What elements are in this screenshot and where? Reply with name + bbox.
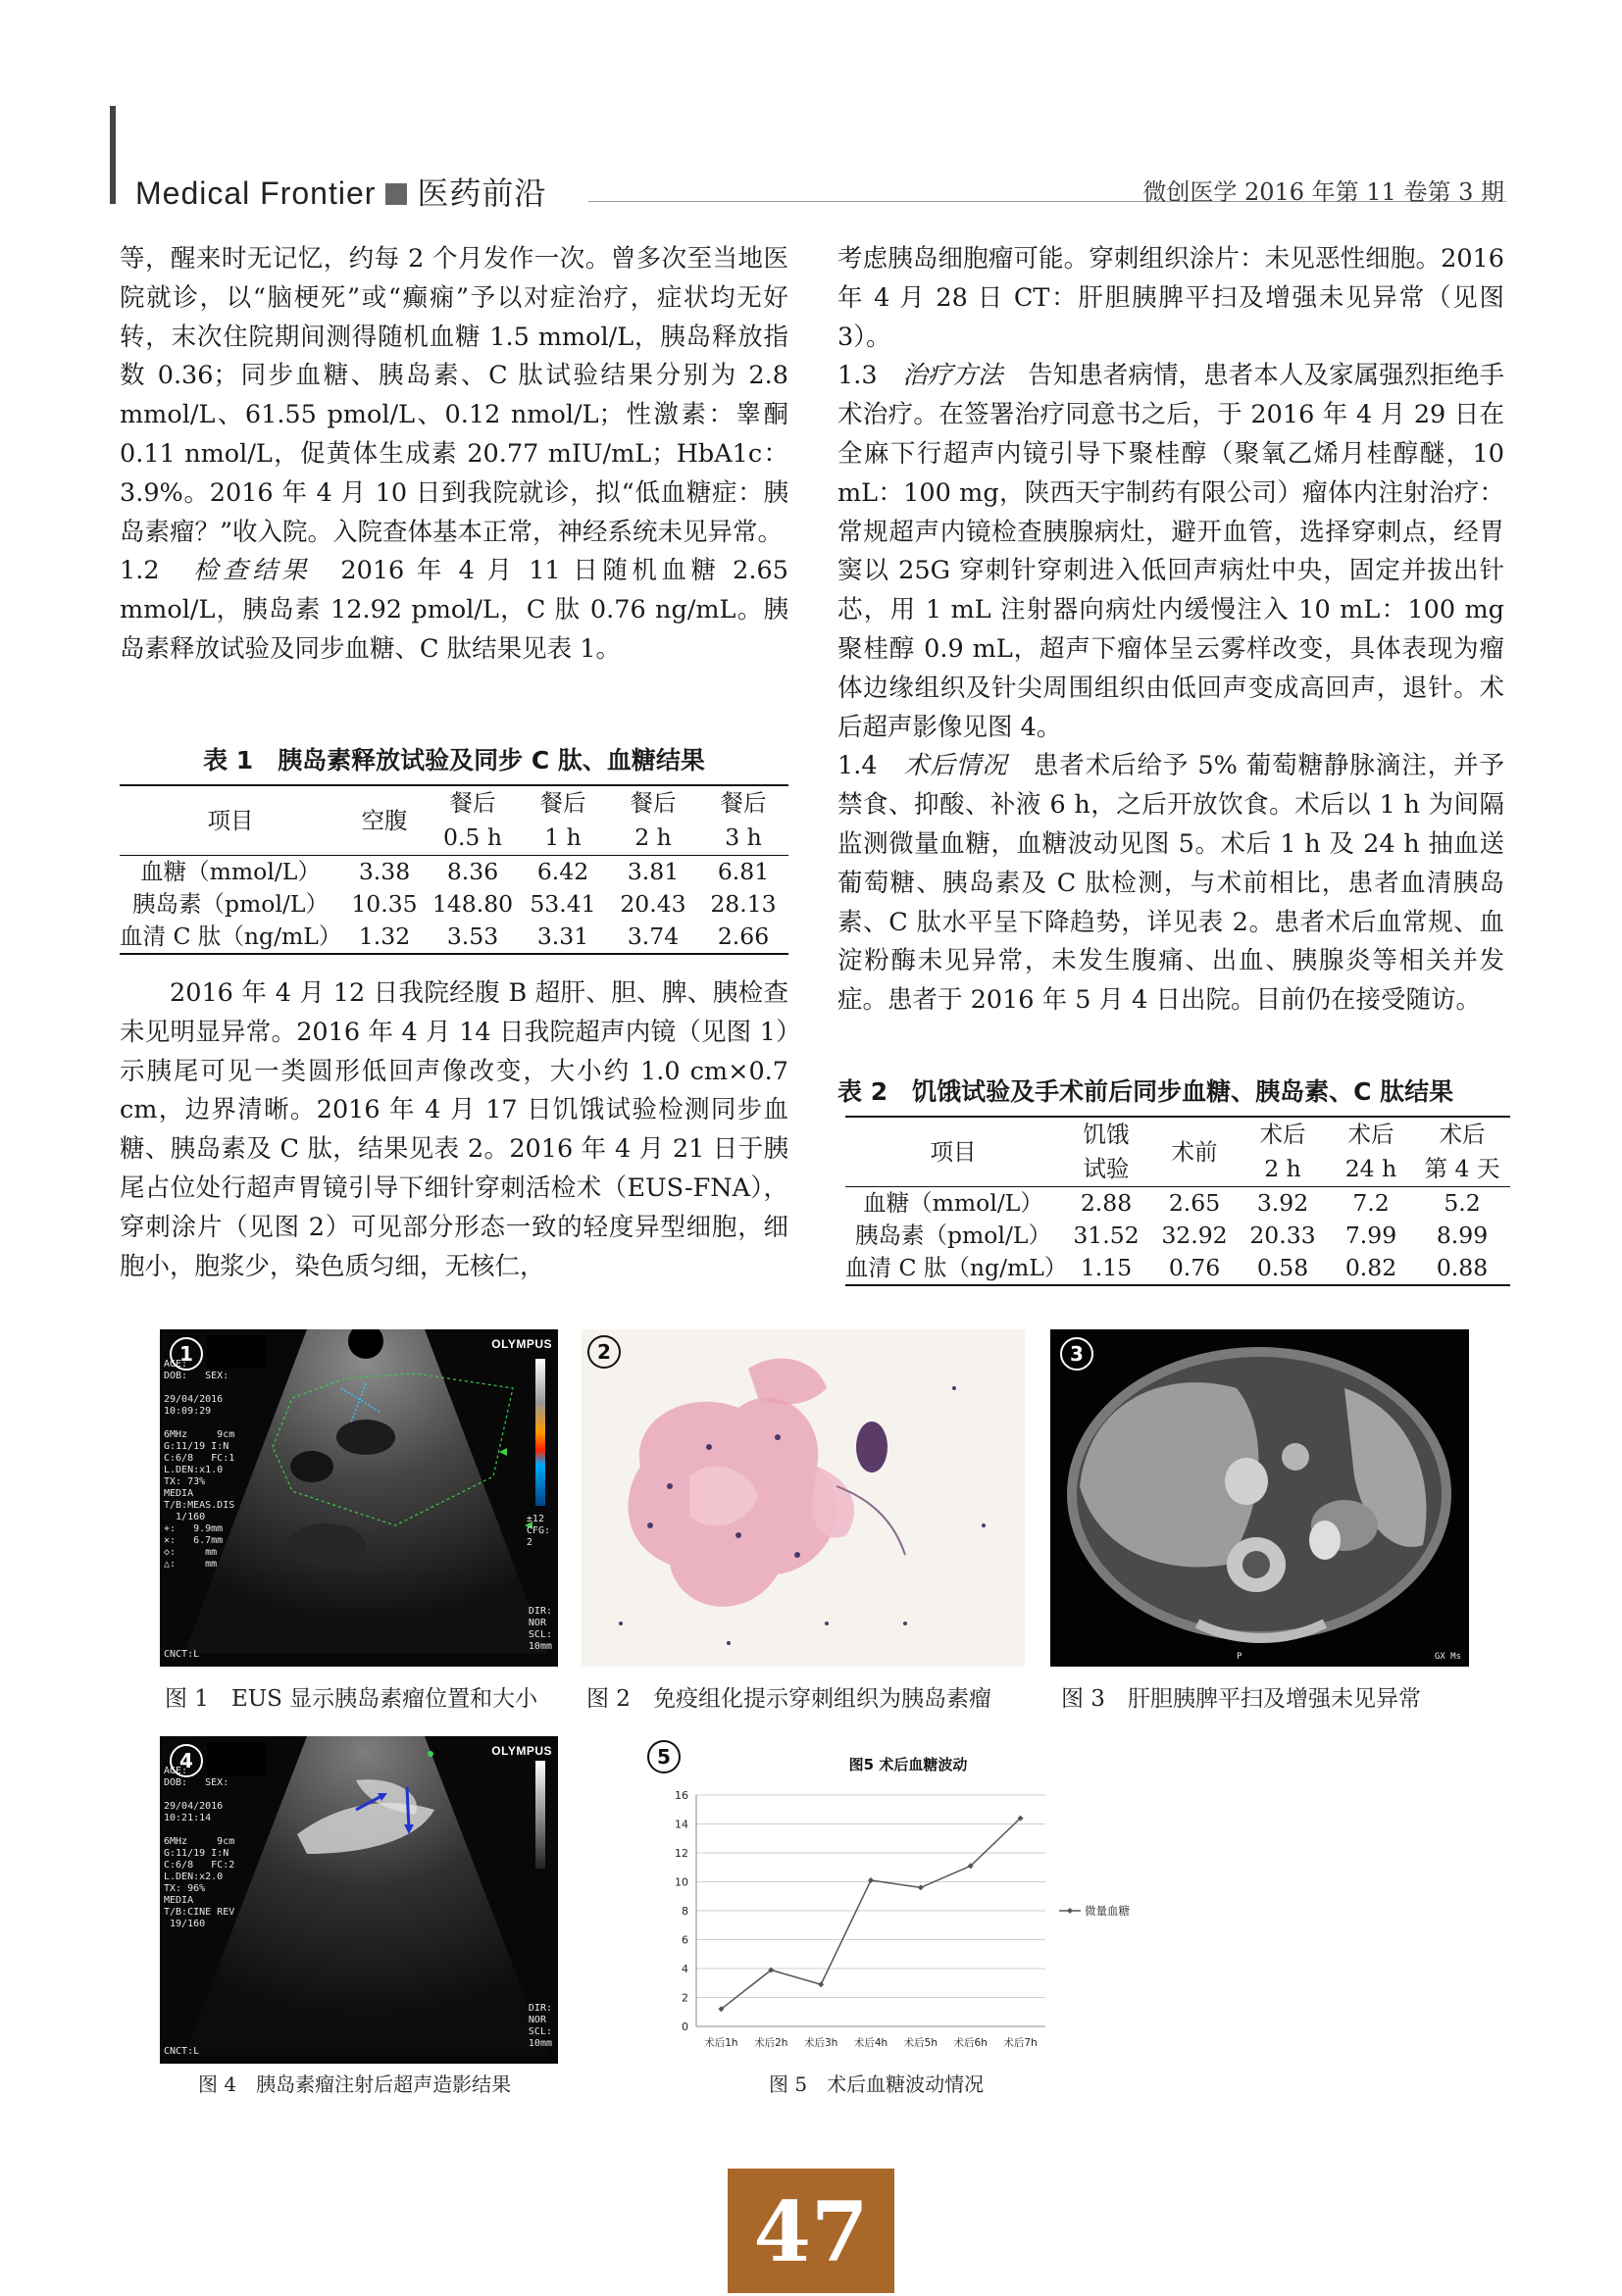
row-label: 血清 C 肽（ng/mL） <box>845 1252 1061 1285</box>
journal-title <box>135 169 546 214</box>
y-tick-label: 0 <box>682 2021 688 2033</box>
series-line <box>721 1819 1020 2010</box>
paragraph: 等，醒来时无记忆，约每 2 个月发作一次。曾多次至当地医院就诊，以“脑梗死”或“癫痫”予以对症治疗，症状均无好转，末次住院期间测得随机血糖 1.5 mmol/L，胰岛释放指数 0.36；同步血糖、胰岛素、C 肽试验结果分别为 2.8 mmol/L、61.55 pmol/L、0.12 nmol/L；性激素：睾酮 0.11 nmol/L，促黄体生成素 20.77 mIU/mL；HbA1c：3.9%。2016 年 4 月 10 日到我院就诊，拟“低血糖症：胰岛素瘤？”收入院。入院查体基本正常，神经系统未见异常。 <box>120 244 788 547</box>
figure-5-chart <box>643 1736 1153 2064</box>
legend-label: 微量血糖 <box>1085 1904 1130 1918</box>
th-hunger: 饥饿 <box>1061 1117 1151 1152</box>
th-col-sub: 第 4 天 <box>1414 1152 1510 1187</box>
y-tick-label: 8 <box>682 1905 688 1918</box>
th-col-sub: 2 h <box>1238 1152 1328 1187</box>
th-fasting: 空腹 <box>341 785 428 856</box>
section-title: 治疗方法 <box>902 361 1003 391</box>
row-label: 胰岛素（pmol/L） <box>131 890 329 918</box>
overlay-text: CNCT:L <box>164 1649 200 1660</box>
left-column-bottom <box>120 974 788 1286</box>
section-title: 术后情况 <box>903 751 1008 781</box>
corner-label: P <box>1237 1652 1242 1662</box>
overlay-text: DIR: NOR SCL: 10mm <box>528 2003 552 2049</box>
cell: 1.32 <box>341 921 428 954</box>
y-tick-label: 4 <box>682 1963 688 1975</box>
histology-image <box>582 1329 1025 1667</box>
cell: 2.65 <box>1168 1189 1221 1217</box>
overlay-text: ±12 CFG: 2 <box>526 1514 550 1548</box>
th-col-sub: 0.5 h <box>428 821 518 856</box>
figure-2-caption: 图 2 免疫组化提示穿刺组织为胰岛素瘤 <box>586 1686 991 1712</box>
cell: 2.66 <box>698 921 788 954</box>
cell: 28.13 <box>710 890 777 918</box>
section-text: 患者术后给予 5% 葡萄糖静脉滴注，并予禁食、抑酸、补液 6 h，之后开放饮食。术后以 1 h 为间隔监测微量血糖，血糖波动见图 5。术后 1 h 及 24 h 抽血送葡萄糖、胰岛素及 C 肽检测，与术前相比，患者血清胰岛素、C 肽水平呈下降趋势，详见表 2。患者术后血常规、血淀粉酶未见异常，未发生腹痛、出血、胰腺炎等相关并发症。患者于 2016 年 5 月 4 日出院。目前仍在接受随访。 <box>837 751 1504 1016</box>
table2 <box>845 1116 1510 1286</box>
cell: 0.82 <box>1328 1252 1414 1285</box>
y-tick-label: 12 <box>675 1847 688 1860</box>
figure-badge: 1 <box>170 1337 203 1371</box>
cell: 0.76 <box>1151 1252 1238 1285</box>
th-col-sub: 2 h <box>608 821 698 856</box>
cell: 31.52 <box>1073 1222 1140 1249</box>
chart-title: 图5 术后血糖波动 <box>848 1756 968 1773</box>
y-tick-label: 6 <box>682 1933 688 1947</box>
table-row <box>120 921 788 954</box>
cell: 7.99 <box>1344 1222 1397 1249</box>
x-tick-label: 术后1h <box>704 2037 738 2049</box>
cell: 8.99 <box>1436 1222 1489 1249</box>
y-tick-labels <box>675 1789 688 2033</box>
section-number: 1.2 <box>120 556 160 586</box>
figure-badge: 3 <box>1060 1337 1093 1371</box>
cell: 6.42 <box>536 858 589 885</box>
section-title: 检查结果 <box>193 556 312 586</box>
overlay-text: AGE: DOB: SEX: 29/04/2016 10:21:14 6MHz 9cm G:11/19 I:N C:6/8 FC:2 L.DEN:x2.0 TX: 96% MEDIA T/B:CINE REV 19/160 <box>164 1766 235 1929</box>
table2-caption: 表 2 饥饿试验及手术前后同步血糖、胰岛素、C 肽结果 <box>837 1077 1454 1106</box>
figure-1-caption: 图 1 EUS 显示胰岛素瘤位置和大小 <box>165 1686 538 1712</box>
figure-3-caption: 图 3 肝胆胰脾平扫及增强未见异常 <box>1061 1686 1421 1712</box>
x-tick-label: 术后7h <box>1003 2037 1038 2049</box>
th-item: 项目 <box>120 785 341 856</box>
ct-image <box>1050 1329 1469 1667</box>
glucose-line-chart <box>643 1736 1153 2064</box>
brand-label: OLYMPUS <box>491 1337 552 1351</box>
table-row <box>845 1220 1510 1252</box>
th-col: 餐后 <box>698 785 788 821</box>
journal-cn: 医药前沿 <box>417 175 547 211</box>
table-row <box>845 1252 1510 1285</box>
cell: 53.41 <box>530 890 596 918</box>
cell: 3.81 <box>627 858 680 885</box>
x-tick-label: 术后3h <box>803 2037 838 2049</box>
cell: 0.88 <box>1414 1252 1510 1285</box>
overlay-text: DIR: NOR SCL: 10mm <box>528 1606 552 1652</box>
section-1-2 <box>120 552 788 669</box>
x-tick-label: 术后2h <box>754 2037 788 2049</box>
cell: 6.81 <box>717 858 770 885</box>
data-point <box>818 1981 824 1987</box>
table1-caption: 表 1 胰岛素释放试验及同步 C 肽、血糖结果 <box>203 746 705 774</box>
section-number: 1.3 <box>837 361 878 391</box>
table-row <box>845 1187 1510 1221</box>
cell: 8.36 <box>446 858 499 885</box>
figure-2-histology <box>582 1329 1025 1667</box>
cell: 32.92 <box>1161 1222 1228 1249</box>
cell: 3.92 <box>1256 1189 1309 1217</box>
paragraph: 考虑胰岛细胞瘤可能。穿刺组织涂片：未见恶性细胞。2016 年 4 月 28 日 CT：肝胆胰脾平扫及增强未见异常（见图 3）。 <box>837 244 1504 352</box>
chart-grid <box>696 1795 1045 2026</box>
figure-4-caption: 图 4 胰岛素瘤注射后超声造影结果 <box>198 2072 512 2096</box>
th-col: 术后 <box>1414 1117 1510 1152</box>
th-col: 术后 <box>1328 1117 1414 1152</box>
data-point <box>918 1884 924 1890</box>
cell: 3.31 <box>518 921 608 954</box>
cell: 148.80 <box>431 890 514 918</box>
y-tick-label: 14 <box>675 1818 688 1831</box>
cell: 20.33 <box>1249 1222 1316 1249</box>
x-tick-label: 术后4h <box>853 2037 888 2049</box>
left-column-top <box>120 240 788 670</box>
overlay-text: AGE: DOB: SEX: 29/04/2016 10:09:29 6MHz 9cm G:11/19 I:N C:6/8 FC:1 L.DEN:x1.0 TX: 73% MEDIA T/B:MEAS.DIS 1/160 +: 9.9mm ×: 6.7mm ◇: mm △: mm <box>164 1359 235 1570</box>
x-tick-label: 术后5h <box>903 2037 938 2049</box>
th-col: 餐后 <box>428 785 518 821</box>
th-col: 术后 <box>1238 1117 1328 1152</box>
figure-4-eus <box>160 1736 558 2064</box>
th-col-sub: 24 h <box>1328 1152 1414 1187</box>
section-1-4 <box>837 747 1504 1021</box>
header-bar <box>110 106 116 204</box>
table-row <box>120 856 788 889</box>
legend-marker <box>1067 1908 1073 1914</box>
section-number: 1.4 <box>837 751 878 781</box>
cell: 10.35 <box>351 890 418 918</box>
square-icon <box>385 183 407 205</box>
brand-label: OLYMPUS <box>491 1744 552 1758</box>
figure-badge: 5 <box>647 1740 681 1773</box>
cell: 7.2 <box>1352 1189 1390 1217</box>
journal-en: Medical Frontier <box>135 175 377 211</box>
section-1-3 <box>837 357 1504 747</box>
page-number: 47 <box>728 2169 894 2293</box>
section-text: 告知患者病情，患者本人及家属强烈拒绝手术治疗。在签署治疗同意书之后，于 2016 年 4 月 29 日在全麻下行超声内镜引导下聚桂醇（聚氧乙烯月桂醇醚，10 mL：100 mg，陕西天宇制药有限公司）瘤体内注射治疗：常规超声内镜检查胰腺病灶，避开血管，选择穿刺点，经胃窦以 25G 穿刺针穿刺进入低回声病灶中央，固定并拔出针芯，用 1 mL 注射器向病灶内缓慢注入 10 mL：100 mg 聚桂醇 0.9 mL，超声下瘤体呈云雾样改变，具体表现为瘤体边缘组织及针尖周围组织由低回声变成高回声，退针。术后超声影像见图 4。 <box>837 361 1504 742</box>
series-points <box>718 1816 1023 2013</box>
th-col: 餐后 <box>518 785 608 821</box>
th-pre: 术前 <box>1151 1117 1238 1187</box>
y-tick-label: 16 <box>675 1789 688 1802</box>
x-tick-labels <box>704 2036 1037 2049</box>
table-row <box>120 888 788 921</box>
th-hunger-sub: 试验 <box>1061 1152 1151 1187</box>
row-label: 血糖（mmol/L） <box>863 1189 1043 1217</box>
row-label: 胰岛素（pmol/L） <box>854 1222 1051 1249</box>
cell: 0.58 <box>1238 1252 1328 1285</box>
cell: 3.74 <box>608 921 698 954</box>
figure-badge: 4 <box>170 1744 203 1777</box>
issue-info: 微创医学 2016 年第 11 卷第 3 期 <box>1142 178 1504 206</box>
chart-legend <box>1059 1904 1130 1918</box>
figure-1-eus <box>160 1329 558 1667</box>
right-column <box>837 240 1504 1021</box>
y-tick-label: 2 <box>682 1991 688 2005</box>
corner-label: GX Ms <box>1434 1652 1461 1662</box>
figure-3-ct <box>1050 1329 1469 1667</box>
figure-badge: 2 <box>587 1335 621 1369</box>
th-item: 项目 <box>845 1117 1061 1187</box>
cell: 2.88 <box>1080 1189 1133 1217</box>
y-tick-label: 10 <box>675 1875 688 1889</box>
paragraph: 2016 年 4 月 12 日我院经腹 B 超肝、胆、脾、胰检查未见明显异常。2016 年 4 月 14 日我院超声内镜（见图 1）示胰尾可见一类圆形低回声像改变，大小约 1.0 cm×0.7 cm，边界清晰。2016 年 4 月 17 日饥饿试验检测同步血糖、胰岛素及 C 肽，结果见表 2。2016 年 4 月 21 日于胰尾占位处行超声胃镜引导下细针穿刺活检术（EUS-FNA），穿刺涂片（见图 2）可见部分形态一致的轻度异型细胞，细胞小，胞浆少，染色质匀细，无核仁， <box>120 978 788 1281</box>
table1 <box>120 784 788 955</box>
cell: 3.53 <box>428 921 518 954</box>
th-col-sub: 3 h <box>698 821 788 856</box>
th-col: 餐后 <box>608 785 698 821</box>
row-label: 血清 C 肽（ng/mL） <box>120 921 341 954</box>
cell: 5.2 <box>1444 1189 1481 1217</box>
cell: 20.43 <box>620 890 686 918</box>
data-point <box>868 1877 874 1883</box>
cell: 1.15 <box>1061 1252 1151 1285</box>
row-label: 血糖（mmol/L） <box>140 858 321 885</box>
x-tick-label: 术后6h <box>953 2037 988 2049</box>
overlay-text: CNCT:L <box>164 2046 200 2057</box>
th-col-sub: 1 h <box>518 821 608 856</box>
figure-5-caption: 图 5 术后血糖波动情况 <box>769 2072 985 2096</box>
section-text: 2016 年 4 月 11 日随机血糖 2.65 mmol/L，胰岛素 12.92 pmol/L，C 肽 0.76 ng/mL。胰岛素释放试验及同步血糖、C 肽结果见表 1。 <box>120 556 788 664</box>
cell: 3.38 <box>358 858 411 885</box>
